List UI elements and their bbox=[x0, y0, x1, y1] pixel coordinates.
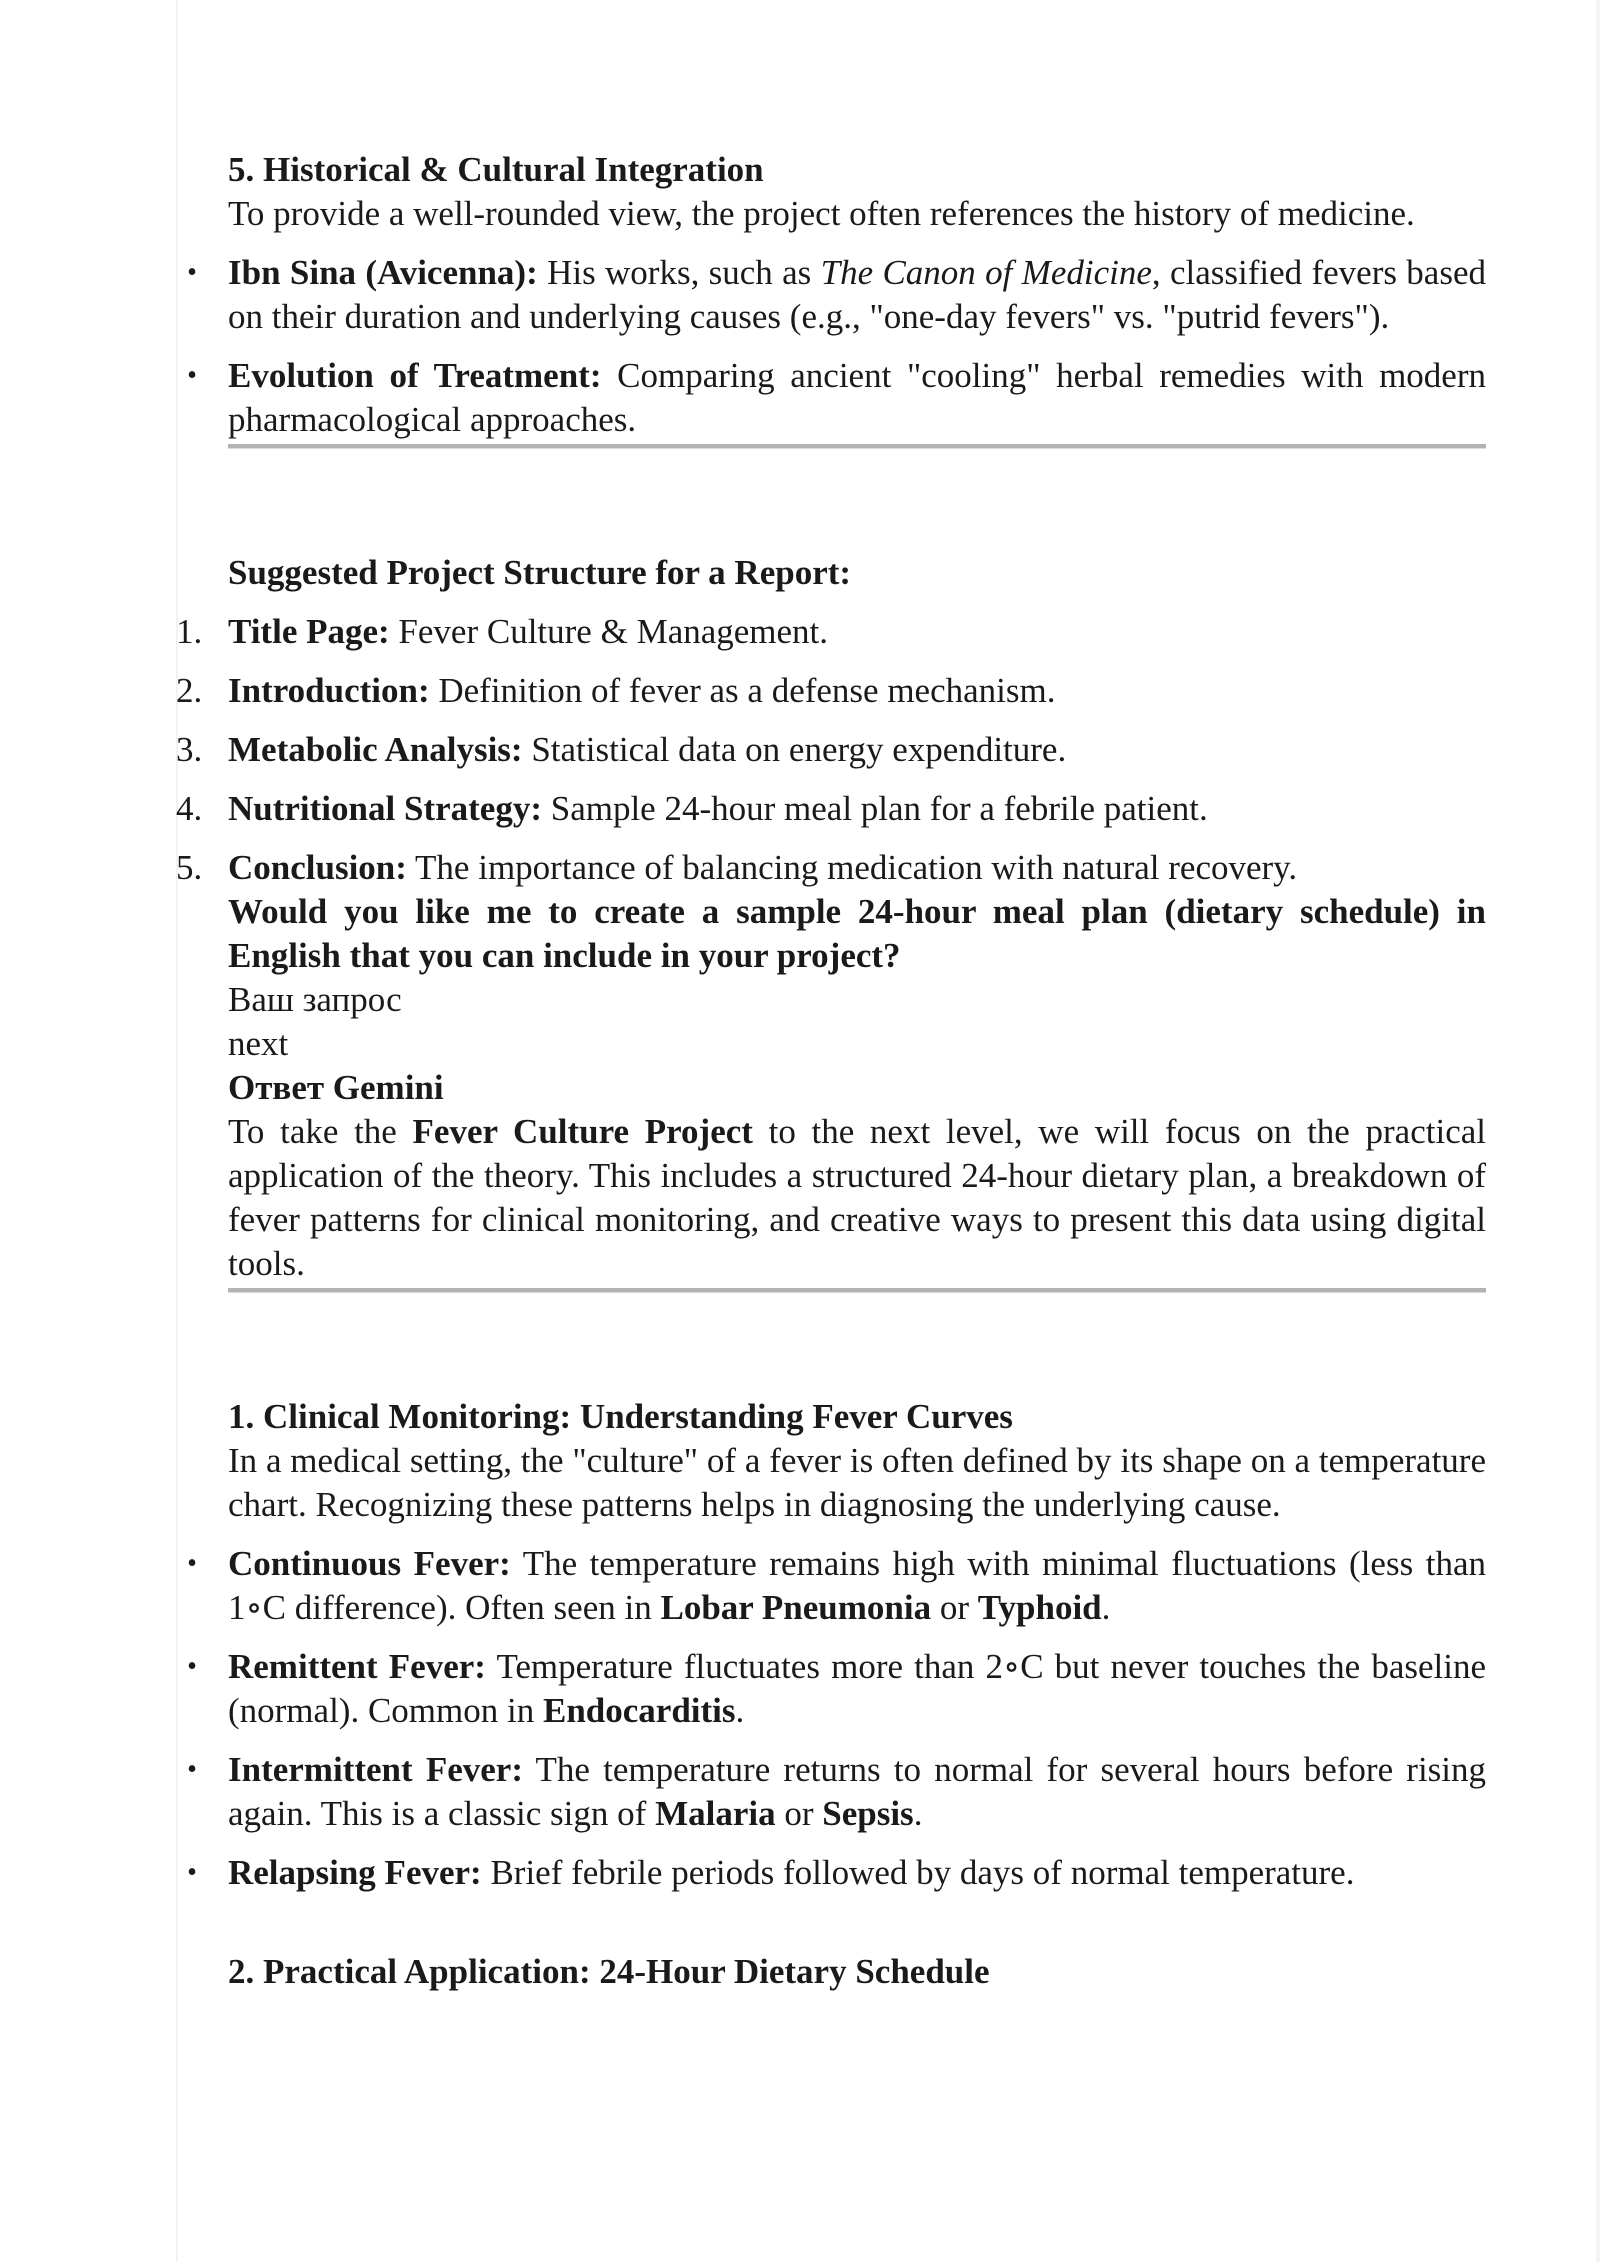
section-5-list bbox=[187, 251, 1486, 442]
section-2-heading: 2. Practical Application: 24-Hour Dietary Schedule bbox=[228, 1952, 990, 1991]
list-item-intermittent-fever: • Intermittent Fever: The temperature returns to normal for several hours before rising again. This is a classic sign of Malaria or Sepsis. bbox=[228, 1748, 1486, 1836]
section-1-heading: 1. Clinical Monitoring: Understanding Fever Curves bbox=[228, 1397, 1013, 1436]
bullet-icon: • bbox=[187, 1651, 197, 1682]
list-item-conclusion: 5. Conclusion: The importance of balancing medication with natural recovery. bbox=[176, 848, 1298, 887]
structure-list bbox=[176, 610, 1486, 890]
list-item-nutritional: 4. Nutritional Strategy: Sample 24-hour meal plan for a febrile patient. bbox=[176, 789, 1208, 828]
gemini-response-text: To take the Fever Culture Project to the next level, we will focus on the practical application of the theory. This includes a structured 24-hour dietary plan, a breakdown of fever patterns for clinical monitoring, and creative ways to present this data using digital tools. bbox=[228, 1112, 1486, 1283]
list-item-evolution: • Evolution of Treatment: Comparing ancient "cooling" herbal remedies with modern pharmacological approaches. bbox=[228, 354, 1486, 442]
bullet-icon: • bbox=[187, 360, 197, 391]
follow-up-question: Would you like me to create a sample 24-hour meal plan (dietary schedule) in English that you can include in your project? bbox=[228, 892, 1486, 975]
list-item-remittent-fever: • Remittent Fever: Temperature fluctuates more than 2∘C but never touches the baseline (normal). Common in Endocarditis. bbox=[228, 1645, 1486, 1733]
page-margin-line bbox=[176, 0, 178, 2262]
list-item-ibn-sina: • Ibn Sina (Avicenna): His works, such as The Canon of Medicine, classified fevers based on their duration and underlying causes (e.g., "one-day fevers" vs. "putrid fevers"). bbox=[228, 251, 1486, 339]
structure-heading: Suggested Project Structure for a Report: bbox=[228, 553, 852, 592]
section-5-heading: 5. Historical & Cultural Integration bbox=[228, 150, 764, 189]
section-1-intro: In a medical setting, the "culture" of a fever is often defined by its shape on a temperature chart. Recognizing these patterns helps in diagnosing the underlying cause. bbox=[228, 1441, 1486, 1524]
section-5-intro: To provide a well-rounded view, the project often references the history of medicine. bbox=[228, 194, 1415, 233]
bullet-icon: • bbox=[187, 1754, 197, 1785]
fever-types-list bbox=[187, 1542, 1487, 1895]
list-item-title-page: 1. Title Page: Fever Culture & Management. bbox=[176, 612, 829, 651]
bullet-icon: • bbox=[187, 257, 197, 288]
bullet-icon: • bbox=[187, 1857, 197, 1888]
list-item-continuous-fever: • Continuous Fever: The temperature remains high with minimal fluctuations (less than 1∘C difference). Often seen in Lobar Pneumonia or Typhoid. bbox=[228, 1542, 1486, 1630]
document-body bbox=[176, 148, 1487, 1994]
list-item-metabolic: 3. Metabolic Analysis: Statistical data on energy expenditure. bbox=[176, 730, 1067, 769]
page-right-edge bbox=[1596, 0, 1600, 2262]
list-item-introduction: 2. Introduction: Definition of fever as a defense mechanism. bbox=[176, 671, 1056, 710]
gemini-response-label: Ответ Gemini bbox=[228, 1068, 444, 1107]
bullet-icon: • bbox=[187, 1548, 197, 1579]
user-request-text: next bbox=[228, 1024, 289, 1063]
user-request-label: Ваш запрос bbox=[228, 980, 402, 1019]
list-item-relapsing-fever: • Relapsing Fever: Brief febrile periods followed by days of normal temperature. bbox=[228, 1851, 1486, 1895]
